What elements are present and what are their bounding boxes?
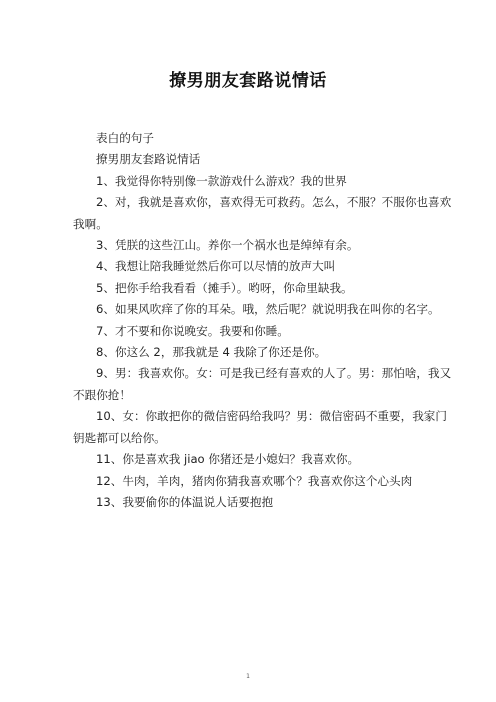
paragraph: 7、才不要和你说晚安。我要和你睡。 (96, 323, 289, 338)
paragraph: 11、你是喜欢我 jiao 你猪还是小媳妇？我喜欢你。 (96, 452, 360, 467)
paragraph: 13、我要偷你的体温说人话要抱抱 (96, 494, 274, 509)
page-number: 1 (246, 673, 250, 680)
paragraph: 12、牛肉，羊肉，猪肉你猜我喜欢哪个？我喜欢你这个心头肉 (96, 473, 413, 488)
paragraph: 2、对，我就是喜欢你，喜欢得无可救药。怎么，不服？不服你也喜欢我啊。 (73, 195, 452, 231)
paragraph: 表白的句子 (96, 131, 154, 145)
paragraph: 9、男：我喜欢你。女：可是我已经有喜欢的人了。男：那怕啥，我又不跟你抢！ (73, 366, 452, 402)
paragraph: 4、我想让陪我睡觉然后你可以尽情的放声大叫 (96, 259, 336, 274)
document-body (73, 128, 453, 513)
paragraph: 10、女：你敢把你的微信密码给我吗？男：微信密码不重要，我家门钥匙都可以给你。 (73, 409, 447, 445)
paragraph: 8、你这么 2，那我就是 4 我除了你还是你。 (96, 345, 327, 360)
paragraph: 6、如果风吹痒了你的耳朵。哦，然后呢？就说明我在叫你的名字。 (96, 302, 440, 317)
document-title: 撩男朋友套路说情话 (169, 71, 327, 91)
paragraph: 1、我觉得你特别像一款游戏什么游戏？我的世界 (96, 173, 347, 188)
paragraph: 撩男朋友套路说情话 (96, 152, 201, 167)
paragraph: 5、把你手给我看看（摊手）。哟呀，你命里缺我。 (96, 280, 353, 295)
paragraph: 3、凭朕的这些江山。养你一个祸水也是绰绰有余。 (96, 238, 359, 253)
